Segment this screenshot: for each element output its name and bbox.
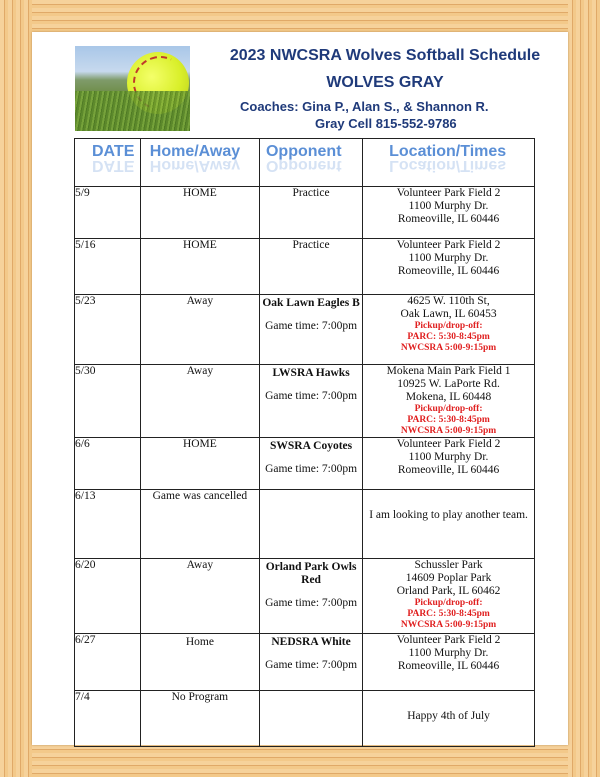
pickup-time: PARC: 5:30-8:45pm: [407, 609, 490, 619]
opponent-cell: [259, 691, 362, 747]
table-row: [75, 365, 535, 438]
date-cell: 5/30: [75, 365, 141, 438]
table-row: [75, 490, 535, 559]
frame-right: [568, 0, 600, 777]
opponent-cell: [259, 559, 362, 634]
location-line: Romeoville, IL 60446: [397, 464, 500, 476]
page-title: 2023 NWCSRA Wolves Softball Schedule: [229, 47, 541, 64]
location-line: I am looking to play another team.: [369, 509, 528, 521]
table-row: [75, 239, 535, 295]
location-line: 1100 Murphy Dr.: [408, 200, 489, 212]
pickup-time: NWCSRA 5:00-9:15pm: [400, 343, 497, 353]
location-line: Happy 4th of July: [407, 710, 490, 722]
pickup-time: PARC: 5:30-8:45pm: [407, 332, 490, 342]
location-cell: [363, 634, 535, 691]
pickup-time: Pickup/drop-off:: [414, 321, 483, 331]
location-line: Romeoville, IL 60446: [397, 660, 500, 672]
opponent-cell: Practice: [259, 239, 362, 295]
location-cell: [363, 490, 535, 559]
location-line: Mokena Main Park Field 1: [386, 365, 511, 377]
game-time: Game time: 7:00pm: [265, 597, 358, 609]
location-line: 14609 Poplar Park: [405, 572, 492, 584]
location-cell: [363, 559, 535, 634]
game-time: Game time: 7:00pm: [265, 463, 358, 475]
game-time: Game time: 7:00pm: [265, 659, 358, 671]
location-line: 10925 W. LaPorte Rd.: [397, 378, 500, 390]
table-row: [75, 634, 535, 691]
opponent-name: Orland Park Owls Red: [265, 561, 357, 586]
location-line: 1100 Murphy Dr.: [408, 451, 489, 463]
column-header-opponent: Opponent Opponent: [259, 139, 362, 187]
opponent-name: LWSRA Hawks: [272, 367, 350, 379]
home-away-cell: HOME: [140, 187, 259, 239]
location-line: 4625 W. 110th St,: [407, 295, 490, 307]
table-row: [75, 691, 535, 747]
coaches-line: Coaches: Gina P., Alan S., & Shannon R.: [240, 99, 489, 114]
location-line: Volunteer Park Field 2: [396, 239, 501, 251]
table-header-row: [75, 139, 535, 187]
pickup-time: Pickup/drop-off:: [414, 598, 483, 608]
date-cell: 5/23: [75, 295, 141, 365]
frame-bottom: [0, 745, 600, 777]
location-line: Volunteer Park Field 2: [396, 634, 501, 646]
location-line: 1100 Murphy Dr.: [408, 252, 489, 264]
location-line: Romeoville, IL 60446: [397, 213, 500, 225]
date-cell: 5/16: [75, 239, 141, 295]
location-cell: [363, 438, 535, 490]
location-line: Orland Park, IL 60462: [396, 585, 501, 597]
date-cell: 6/20: [75, 559, 141, 634]
date-cell: 6/6: [75, 438, 141, 490]
table-row: [75, 438, 535, 490]
location-cell: [363, 187, 535, 239]
pickup-time: NWCSRA 5:00-9:15pm: [400, 620, 497, 630]
home-away-cell: No Program: [140, 691, 259, 747]
opponent-cell: [259, 634, 362, 691]
frame-left: [0, 0, 32, 777]
location-line: Volunteer Park Field 2: [396, 187, 501, 199]
opponent-name: NEDSRA White: [271, 636, 351, 648]
column-header-date: DATE DATE: [75, 139, 141, 187]
location-cell: [363, 295, 535, 365]
column-header-location: Location/Times Location/Times: [363, 139, 535, 187]
location-line: 1100 Murphy Dr.: [408, 647, 489, 659]
opponent-cell: [259, 365, 362, 438]
frame-top: [0, 0, 600, 32]
location-line: Schussler Park: [414, 559, 483, 571]
opponent-cell: [259, 438, 362, 490]
cell-phone: Gray Cell 815-552-9786: [315, 116, 457, 131]
home-away-cell: Away: [140, 365, 259, 438]
game-time: Game time: 7:00pm: [265, 320, 358, 332]
date-cell: 6/27: [75, 634, 141, 691]
softball-photo: [75, 46, 190, 131]
location-cell: [363, 691, 535, 747]
grass: [75, 91, 190, 131]
date-cell: 5/9: [75, 187, 141, 239]
location-line: Mokena, IL 60448: [405, 391, 492, 403]
schedule-table: [74, 138, 535, 747]
home-away-cell: HOME: [140, 239, 259, 295]
table-row: [75, 559, 535, 634]
opponent-cell: [259, 295, 362, 365]
pickup-time: Pickup/drop-off:: [414, 404, 483, 414]
home-away-cell: Away: [140, 559, 259, 634]
table-row: [75, 187, 535, 239]
location-line: Volunteer Park Field 2: [396, 438, 501, 450]
location-line: Oak Lawn, IL 60453: [400, 308, 497, 320]
date-cell: 7/4: [75, 691, 141, 747]
team-name: WOLVES GRAY: [326, 74, 444, 91]
date-cell: 6/13: [75, 490, 141, 559]
home-away-cell: Away: [140, 295, 259, 365]
location-line: Romeoville, IL 60446: [397, 265, 500, 277]
pickup-time: PARC: 5:30-8:45pm: [407, 415, 490, 425]
location-cell: [363, 239, 535, 295]
opponent-cell: Practice: [259, 187, 362, 239]
opponent-name: Oak Lawn Eagles B: [262, 297, 360, 309]
game-time: Game time: 7:00pm: [265, 390, 358, 402]
location-cell: [363, 365, 535, 438]
home-away-cell: HOME: [140, 438, 259, 490]
opponent-cell: [259, 490, 362, 559]
home-away-cell: Home: [140, 634, 259, 691]
column-header-home-away: Home/Away Home/Away: [140, 139, 259, 187]
home-away-cell: Game was cancelled: [140, 490, 259, 559]
opponent-name: SWSRA Coyotes: [270, 440, 353, 452]
table-row: [75, 295, 535, 365]
pickup-time: NWCSRA 5:00-9:15pm: [400, 426, 497, 436]
